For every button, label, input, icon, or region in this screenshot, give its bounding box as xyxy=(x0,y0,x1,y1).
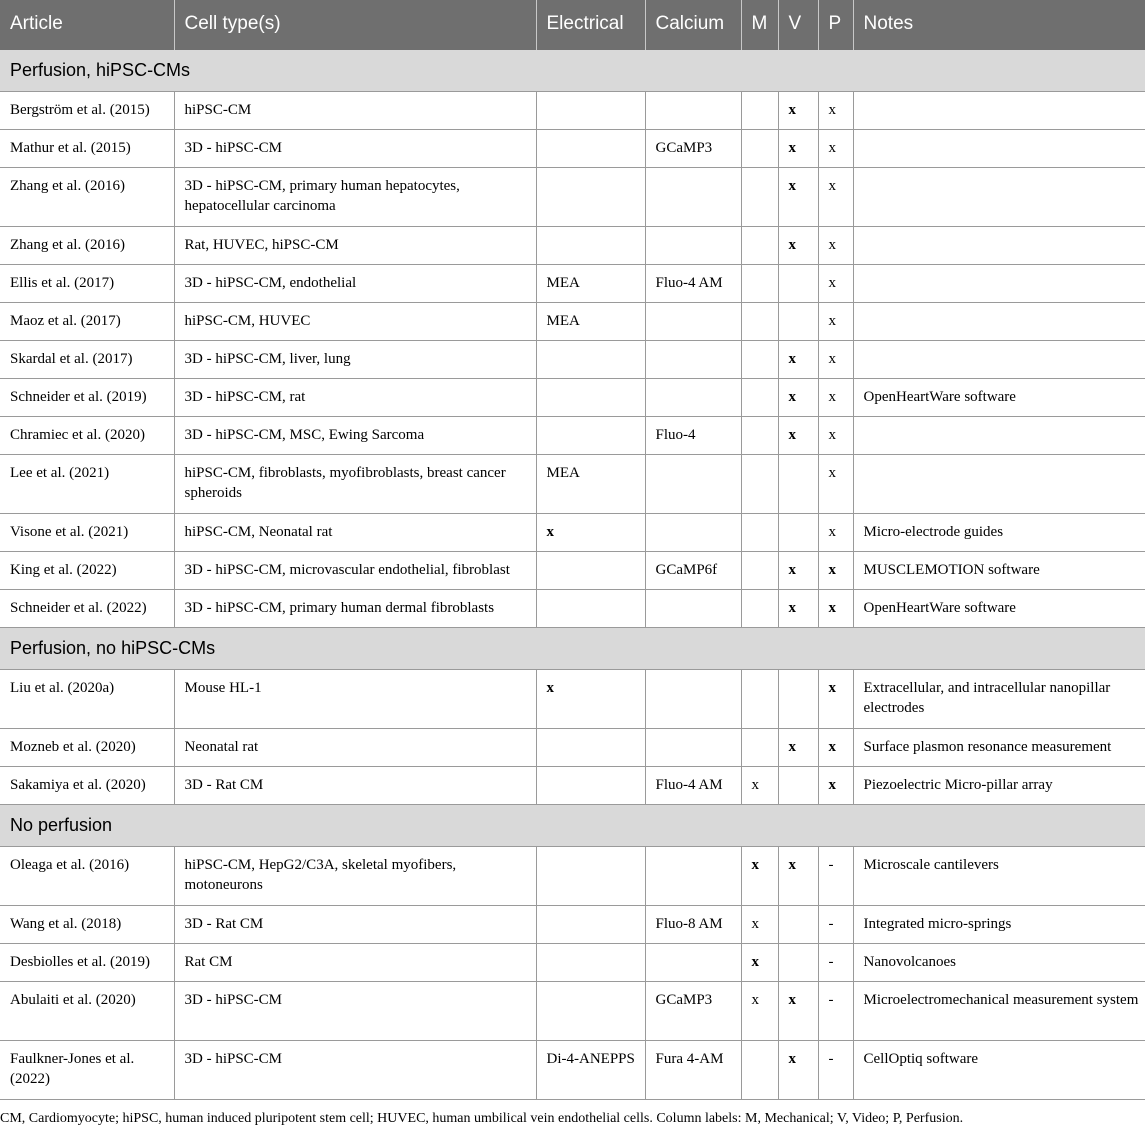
p-cell: x xyxy=(818,729,853,767)
article-cell: Lee et al. (2021) xyxy=(0,455,174,514)
table-row xyxy=(0,590,1145,628)
electrical-cell xyxy=(536,379,645,417)
calcium-cell xyxy=(645,92,741,130)
electrical-cell xyxy=(536,417,645,455)
cell-types-cell: hiPSC-CM, HepG2/C3A, skeletal myofibers, motoneurons xyxy=(174,847,536,906)
v-cell: x xyxy=(778,590,818,628)
table-row xyxy=(0,767,1145,805)
article-cell: Schneider et al. (2022) xyxy=(0,590,174,628)
electrical-cell: x xyxy=(536,514,645,552)
electrical-cell xyxy=(536,767,645,805)
notes-cell: Piezoelectric Micro-pillar array xyxy=(853,767,1145,805)
v-cell: x xyxy=(778,227,818,265)
calcium-cell xyxy=(645,514,741,552)
electrical-cell xyxy=(536,341,645,379)
article-cell: Mozneb et al. (2020) xyxy=(0,729,174,767)
article-cell: Visone et al. (2021) xyxy=(0,514,174,552)
article-cell: Zhang et al. (2016) xyxy=(0,227,174,265)
table-row xyxy=(0,417,1145,455)
header-cell-types: Cell type(s) xyxy=(174,0,536,50)
cell-types-cell: 3D - hiPSC-CM, primary human dermal fibroblasts xyxy=(174,590,536,628)
calcium-cell: GCaMP3 xyxy=(645,130,741,168)
p-cell: - xyxy=(818,906,853,944)
p-cell: - xyxy=(818,982,853,1041)
notes-cell: MUSCLEMOTION software xyxy=(853,552,1145,590)
m-cell: x xyxy=(741,982,778,1041)
article-cell: King et al. (2022) xyxy=(0,552,174,590)
v-cell: x xyxy=(778,92,818,130)
m-cell xyxy=(741,92,778,130)
electrical-cell: MEA xyxy=(536,455,645,514)
p-cell: x xyxy=(818,265,853,303)
v-cell: x xyxy=(778,379,818,417)
calcium-cell: GCaMP6f xyxy=(645,552,741,590)
table-row xyxy=(0,130,1145,168)
article-cell: Zhang et al. (2016) xyxy=(0,168,174,227)
notes-cell xyxy=(853,227,1145,265)
header-article: Article xyxy=(0,0,174,50)
notes-cell: Integrated micro-springs xyxy=(853,906,1145,944)
notes-cell: Nanovolcanoes xyxy=(853,944,1145,982)
m-cell xyxy=(741,303,778,341)
electrical-cell xyxy=(536,982,645,1041)
electrical-cell xyxy=(536,92,645,130)
table-row xyxy=(0,847,1145,906)
m-cell: x xyxy=(741,767,778,805)
cell-types-cell: Neonatal rat xyxy=(174,729,536,767)
notes-cell: Microscale cantilevers xyxy=(853,847,1145,906)
article-cell: Liu et al. (2020a) xyxy=(0,670,174,729)
table-row xyxy=(0,341,1145,379)
article-cell: Chramiec et al. (2020) xyxy=(0,417,174,455)
p-cell: - xyxy=(818,944,853,982)
notes-cell: Extracellular, and intracellular nanopillar electrodes xyxy=(853,670,1145,729)
calcium-cell xyxy=(645,670,741,729)
section-title: Perfusion, hiPSC-CMs xyxy=(0,50,1145,92)
article-cell: Bergström et al. (2015) xyxy=(0,92,174,130)
electrical-cell xyxy=(536,847,645,906)
cell-types-cell: Mouse HL-1 xyxy=(174,670,536,729)
cell-types-cell: 3D - Rat CM xyxy=(174,767,536,805)
cell-types-cell: 3D - hiPSC-CM xyxy=(174,130,536,168)
table-row xyxy=(0,303,1145,341)
v-cell: x xyxy=(778,1041,818,1100)
table-row xyxy=(0,729,1145,767)
m-cell xyxy=(741,227,778,265)
cell-types-cell: 3D - hiPSC-CM, endothelial xyxy=(174,265,536,303)
m-cell xyxy=(741,552,778,590)
calcium-cell xyxy=(645,379,741,417)
article-cell: Mathur et al. (2015) xyxy=(0,130,174,168)
m-cell xyxy=(741,417,778,455)
calcium-cell: Fluo-8 AM xyxy=(645,906,741,944)
table-row xyxy=(0,92,1145,130)
cell-types-cell: 3D - hiPSC-CM, primary human hepatocytes, hepatocellular carcinoma xyxy=(174,168,536,227)
calcium-cell xyxy=(645,590,741,628)
header-p: P xyxy=(818,0,853,50)
p-cell: x xyxy=(818,417,853,455)
header-m: M xyxy=(741,0,778,50)
header-electrical: Electrical xyxy=(536,0,645,50)
p-cell: - xyxy=(818,847,853,906)
m-cell xyxy=(741,670,778,729)
notes-cell: OpenHeartWare software xyxy=(853,590,1145,628)
section-title: No perfusion xyxy=(0,805,1145,847)
notes-cell: CellOptiq software xyxy=(853,1041,1145,1100)
electrical-cell: Di-4-ANEPPS xyxy=(536,1041,645,1100)
cell-types-cell: Rat, HUVEC, hiPSC-CM xyxy=(174,227,536,265)
cell-types-cell: 3D - hiPSC-CM, liver, lung xyxy=(174,341,536,379)
m-cell: x xyxy=(741,847,778,906)
p-cell: x xyxy=(818,767,853,805)
electrical-cell xyxy=(536,130,645,168)
v-cell xyxy=(778,944,818,982)
m-cell: x xyxy=(741,906,778,944)
calcium-cell xyxy=(645,847,741,906)
cell-types-cell: 3D - hiPSC-CM xyxy=(174,1041,536,1100)
p-cell: x xyxy=(818,455,853,514)
m-cell xyxy=(741,265,778,303)
electrical-cell xyxy=(536,168,645,227)
calcium-cell xyxy=(645,341,741,379)
calcium-cell: Fura 4-AM xyxy=(645,1041,741,1100)
notes-cell xyxy=(853,168,1145,227)
calcium-cell xyxy=(645,303,741,341)
table-row xyxy=(0,455,1145,514)
article-cell: Ellis et al. (2017) xyxy=(0,265,174,303)
electrical-cell: MEA xyxy=(536,265,645,303)
calcium-cell xyxy=(645,168,741,227)
p-cell: x xyxy=(818,168,853,227)
calcium-cell: Fluo-4 AM xyxy=(645,767,741,805)
p-cell: x xyxy=(818,130,853,168)
p-cell: x xyxy=(818,341,853,379)
table-row xyxy=(0,168,1145,227)
cell-types-cell: hiPSC-CM, Neonatal rat xyxy=(174,514,536,552)
cell-types-cell: 3D - hiPSC-CM xyxy=(174,982,536,1041)
table-row xyxy=(0,906,1145,944)
notes-cell xyxy=(853,130,1145,168)
header-notes: Notes xyxy=(853,0,1145,50)
section-header-row xyxy=(0,805,1145,847)
m-cell: x xyxy=(741,944,778,982)
v-cell: x xyxy=(778,417,818,455)
electrical-cell xyxy=(536,906,645,944)
notes-cell xyxy=(853,341,1145,379)
v-cell: x xyxy=(778,168,818,227)
header-calcium: Calcium xyxy=(645,0,741,50)
electrical-cell xyxy=(536,729,645,767)
notes-cell: Surface plasmon resonance measurement xyxy=(853,729,1145,767)
table-row xyxy=(0,982,1145,1041)
p-cell: x xyxy=(818,92,853,130)
p-cell: x xyxy=(818,670,853,729)
electrical-cell xyxy=(536,944,645,982)
table-row xyxy=(0,514,1145,552)
notes-cell xyxy=(853,92,1145,130)
header-row xyxy=(0,0,1145,50)
electrical-cell: x xyxy=(536,670,645,729)
v-cell: x xyxy=(778,729,818,767)
cell-types-cell: hiPSC-CM xyxy=(174,92,536,130)
v-cell xyxy=(778,303,818,341)
table-row xyxy=(0,227,1145,265)
notes-cell xyxy=(853,303,1145,341)
calcium-cell xyxy=(645,455,741,514)
v-cell xyxy=(778,455,818,514)
cell-types-cell: 3D - hiPSC-CM, MSC, Ewing Sarcoma xyxy=(174,417,536,455)
article-cell: Abulaiti et al. (2020) xyxy=(0,982,174,1041)
m-cell xyxy=(741,341,778,379)
p-cell: x xyxy=(818,379,853,417)
v-cell xyxy=(778,265,818,303)
v-cell xyxy=(778,906,818,944)
article-cell: Skardal et al. (2017) xyxy=(0,341,174,379)
p-cell: x xyxy=(818,552,853,590)
calcium-cell: Fluo-4 xyxy=(645,417,741,455)
p-cell: x xyxy=(818,227,853,265)
v-cell: x xyxy=(778,130,818,168)
v-cell xyxy=(778,514,818,552)
m-cell xyxy=(741,130,778,168)
calcium-cell xyxy=(645,729,741,767)
cell-types-cell: Rat CM xyxy=(174,944,536,982)
article-cell: Schneider et al. (2019) xyxy=(0,379,174,417)
notes-cell xyxy=(853,455,1145,514)
electrical-cell xyxy=(536,552,645,590)
calcium-cell xyxy=(645,944,741,982)
m-cell xyxy=(741,1041,778,1100)
m-cell xyxy=(741,514,778,552)
table-row xyxy=(0,552,1145,590)
cell-types-cell: 3D - Rat CM xyxy=(174,906,536,944)
header-v: V xyxy=(778,0,818,50)
section-header-row xyxy=(0,50,1145,92)
article-cell: Desbiolles et al. (2019) xyxy=(0,944,174,982)
calcium-cell xyxy=(645,227,741,265)
article-cell: Wang et al. (2018) xyxy=(0,906,174,944)
notes-cell xyxy=(853,417,1145,455)
section-header-row xyxy=(0,628,1145,670)
table-row xyxy=(0,1041,1145,1100)
m-cell xyxy=(741,379,778,417)
p-cell: x xyxy=(818,303,853,341)
m-cell xyxy=(741,168,778,227)
electrical-cell xyxy=(536,590,645,628)
cell-types-cell: hiPSC-CM, HUVEC xyxy=(174,303,536,341)
table-row xyxy=(0,379,1145,417)
p-cell: x xyxy=(818,514,853,552)
electrical-cell: MEA xyxy=(536,303,645,341)
m-cell xyxy=(741,455,778,514)
table-row xyxy=(0,944,1145,982)
cell-types-cell: 3D - hiPSC-CM, rat xyxy=(174,379,536,417)
p-cell: - xyxy=(818,1041,853,1100)
notes-cell: Micro-electrode guides xyxy=(853,514,1145,552)
table-footnote: CM, Cardiomyocyte; hiPSC, human induced pluripotent stem cell; HUVEC, human umbilical vein endothelial cells. Column labels: M, Mechanical; V, Video; P, Perfusion. xyxy=(0,1111,964,1126)
calcium-cell: Fluo-4 AM xyxy=(645,265,741,303)
cell-types-cell: 3D - hiPSC-CM, microvascular endothelial, fibroblast xyxy=(174,552,536,590)
v-cell: x xyxy=(778,847,818,906)
article-cell: Oleaga et al. (2016) xyxy=(0,847,174,906)
notes-cell xyxy=(853,265,1145,303)
p-cell: x xyxy=(818,590,853,628)
electrical-cell xyxy=(536,227,645,265)
notes-cell: Microelectromechanical measurement system xyxy=(853,982,1145,1041)
section-title: Perfusion, no hiPSC-CMs xyxy=(0,628,1145,670)
cell-types-cell: hiPSC-CM, fibroblasts, myofibroblasts, breast cancer spheroids xyxy=(174,455,536,514)
v-cell xyxy=(778,670,818,729)
notes-cell: OpenHeartWare software xyxy=(853,379,1145,417)
v-cell: x xyxy=(778,552,818,590)
v-cell xyxy=(778,767,818,805)
table-row xyxy=(0,265,1145,303)
m-cell xyxy=(741,729,778,767)
article-cell: Sakamiya et al. (2020) xyxy=(0,767,174,805)
v-cell: x xyxy=(778,982,818,1041)
v-cell: x xyxy=(778,341,818,379)
table-row xyxy=(0,670,1145,729)
calcium-cell: GCaMP3 xyxy=(645,982,741,1041)
article-cell: Faulkner-Jones et al. (2022) xyxy=(0,1041,174,1100)
m-cell xyxy=(741,590,778,628)
article-cell: Maoz et al. (2017) xyxy=(0,303,174,341)
